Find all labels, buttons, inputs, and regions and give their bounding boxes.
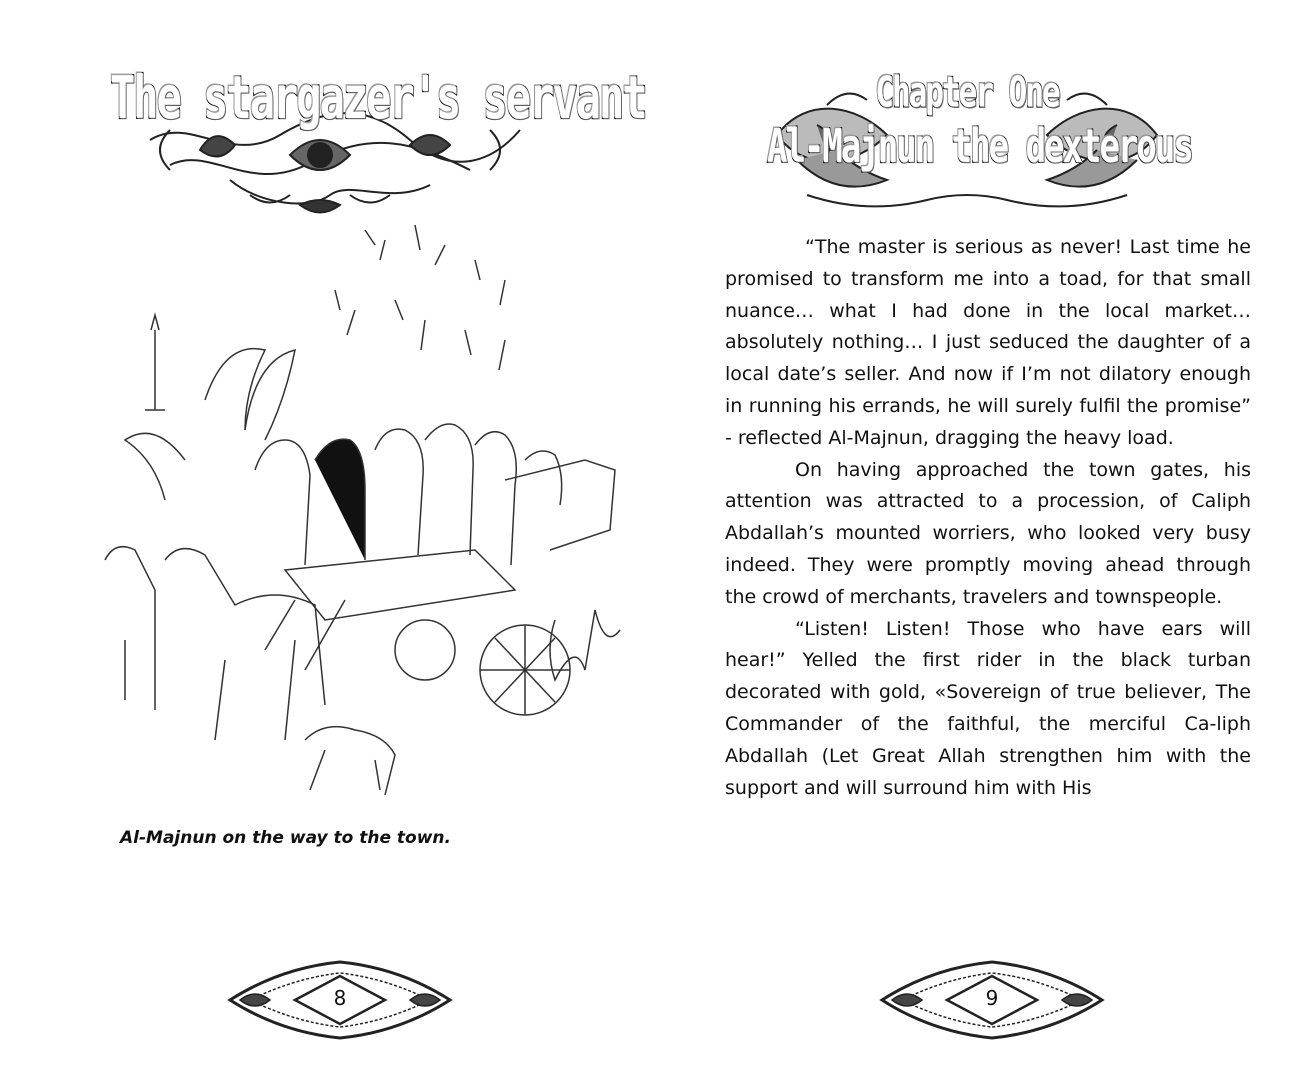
illustration-procession [85, 220, 625, 820]
paragraph: On having approached the town gates, his attention was attracted to a procession, of Caliph Abdallah’s mounted worriers, who looked very busy indeed. They were promptly moving ahead through the crowd of merchants, travelers and townspeople. [725, 458, 1251, 608]
paragraph: “The master is serious as never! Last time he promised to transform me into a toad, for that small nuance… what I had done in the local market… absolutely nothing… I just seduced the daughter of a local date’s seller. And now if I’m not dilatory enough in running his errands, he will surely fulfil the promise” - reflected Al-Majnun, dragging the heavy load. [725, 236, 1251, 449]
right-page [657, 0, 1315, 1080]
right-page-number-ornament [872, 958, 1112, 1042]
chapter-body [725, 232, 1251, 804]
page-number: 9 [985, 986, 999, 1010]
left-header-ornament [110, 45, 646, 220]
chapter-title: Al-Majnun the dexterous [767, 120, 1192, 174]
book-title: The stargazer's servant [110, 63, 646, 132]
left-page-number-ornament [220, 958, 460, 1042]
page-number: 8 [333, 986, 347, 1010]
paragraph: “Listen! Listen! Those who have ears will hear!” Yelled the first rider in the black turban decorated with gold, «Sovereign of true believer, The Commander of the faithful, the merciful Ca-liph Abdallah (Let Great Allah strengthen him with the support and will surround him with His [725, 617, 1251, 799]
left-page [0, 0, 657, 1080]
right-header-ornament [767, 65, 1192, 225]
caravan-sketch-icon [85, 220, 625, 820]
illustration-caption: Al-Majnun on the way to the town. [120, 828, 451, 848]
chapter-label: Chapter One [875, 68, 1059, 118]
